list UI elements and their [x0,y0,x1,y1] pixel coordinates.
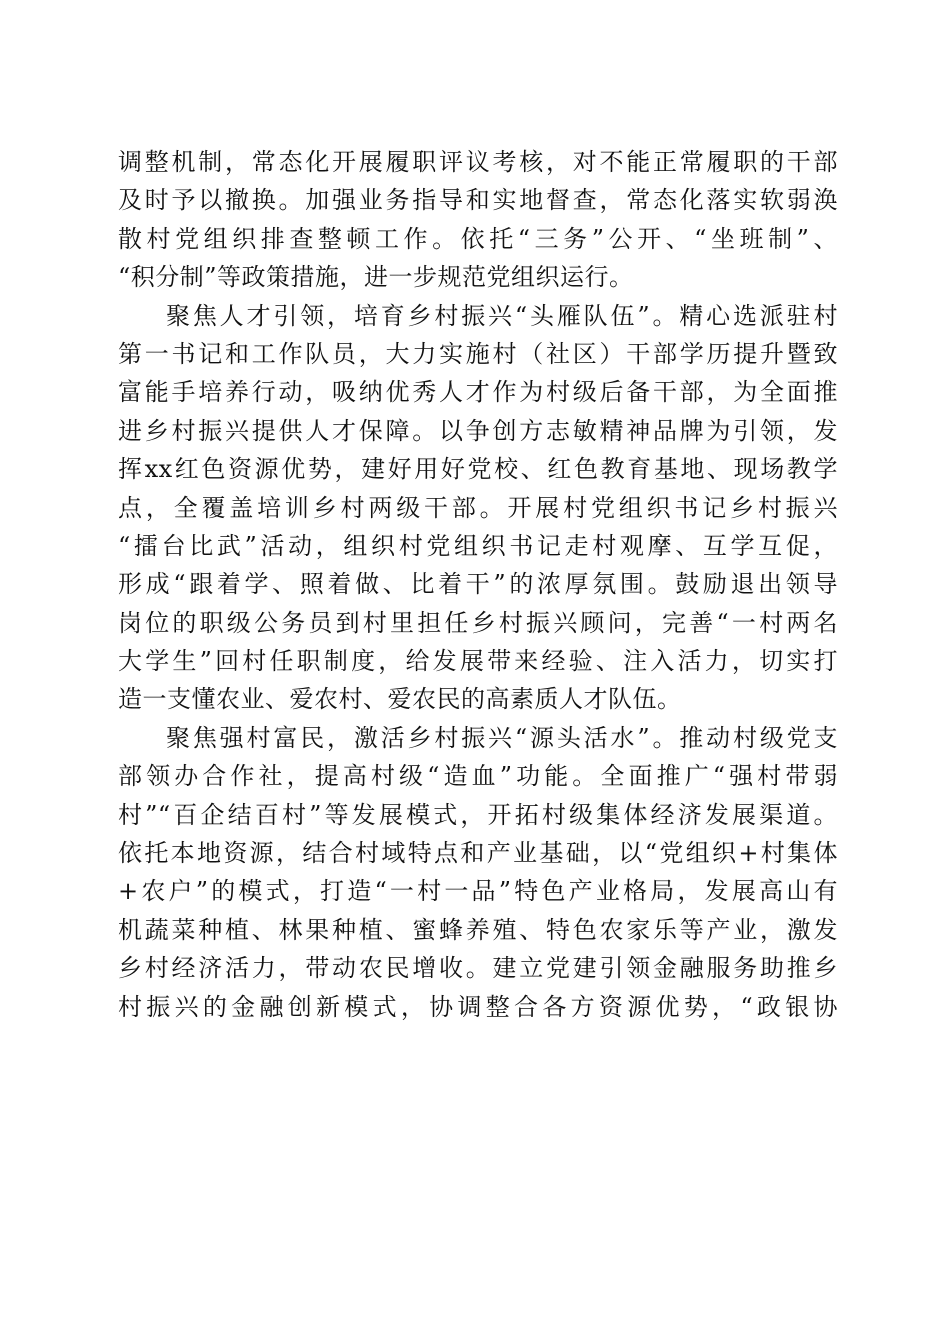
text-line: 部领办合作社，提高村级“造血”功能。全面推广“强村带弱 [118,762,838,791]
text-line: 造一支懂农业、爱农村、爱农民的高素质人才队伍。 [118,685,682,714]
paragraph-heading-line: 聚焦人才引领，培育乡村振兴“头雁队伍”。精心选派驻村 [166,301,838,330]
text-line: 村”“百企结百村”等发展模式，开拓村级集体经济发展渠道。 [118,800,838,829]
text-line: 形成“跟着学、照着做、比着干”的浓厚氛围。鼓励退出领导 [118,570,838,599]
paragraph-heading-line: 聚焦强村富民，激活乡村振兴“源头活水”。推动村级党支 [166,723,838,752]
text-line: 村振兴的金融创新模式，协调整合各方资源优势，“政银协 [118,992,838,1021]
text-line: 点，全覆盖培训乡村两级干部。开展村党组织书记乡村振兴 [118,493,838,522]
text-line: 及时予以撤换。加强业务指导和实地督查，常态化落实软弱涣 [118,186,838,215]
text-line: +农户”的模式，打造“一村一品”特色产业格局，发展高山有 [118,877,838,906]
text-line: 依托本地资源，结合村域特点和产业基础，以“党组织+村集体 [118,839,838,868]
text-line: 第一书记和工作队员，大力实施村（社区）干部学历提升暨致 [118,339,838,368]
body-text [118,143,838,1026]
text-line: 富能手培养行动，吸纳优秀人才作为村级后备干部，为全面推 [118,378,838,407]
text-line: 进乡村振兴提供人才保障。以争创方志敏精神品牌为引领，发 [118,416,838,445]
text-line: 机蔬菜种植、林果种植、蜜蜂养殖、特色农家乐等产业，激发 [118,915,838,944]
text-line: 散村党组织排查整顿工作。依托“三务”公开、“坐班制”、 [118,224,838,253]
text-line: 调整机制，常态化开展履职评议考核，对不能正常履职的干部 [118,148,838,176]
text-line: “积分制”等政策措施，进一步规范党组织运行。 [118,263,634,292]
text-line: 挥xx红色资源优势，建好用好党校、红色教育基地、现场教学 [118,455,838,484]
text-line: 岗位的职级公务员到村里担任乡村振兴顾问，完善“一村两名 [118,608,838,637]
text-line: “擂台比武”活动，组织村党组织书记走村观摩、互学互促， [118,531,838,560]
text-line: 大学生”回村任职制度，给发展带来经验、注入活力，切实打 [118,647,838,676]
text-line: 乡村经济活力，带动农民增收。建立党建引领金融服务助推乡 [118,954,838,983]
